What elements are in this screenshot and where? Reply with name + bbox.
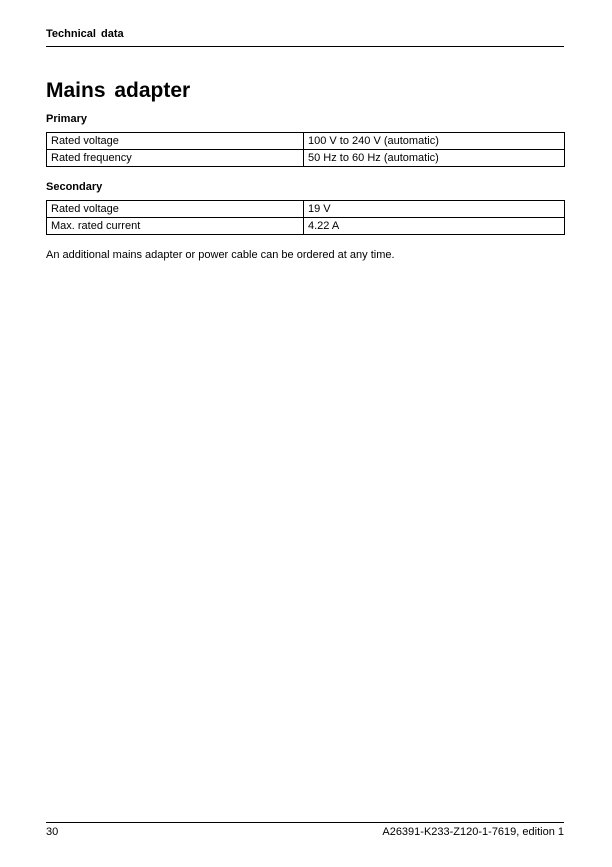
primary-heading: Primary [46,113,87,125]
spec-label: Rated voltage [47,133,304,150]
table-row [47,201,565,218]
page-number: 30 [46,826,59,838]
running-header: Technical data [46,28,124,40]
page-title: Mains adapter [46,79,191,102]
secondary-spec-table [46,200,565,235]
table-row [47,218,565,235]
ordering-note: An additional mains adapter or power cable can be ordered at any time. [46,249,395,261]
spec-value: 19 V [304,201,565,218]
secondary-heading: Secondary [46,181,103,193]
spec-label: Max. rated current [47,218,304,235]
table-row [47,150,565,167]
table-row [47,133,565,150]
header-divider [46,46,564,47]
spec-label: Rated voltage [47,201,304,218]
spec-value: 4.22 A [304,218,565,235]
spec-value: 50 Hz to 60 Hz (automatic) [304,150,565,167]
footer-divider [46,822,564,823]
primary-spec-table [46,132,565,167]
spec-label: Rated frequency [47,150,304,167]
document-id: A26391-K233-Z120-1-7619, edition 1 [382,826,564,838]
spec-value: 100 V to 240 V (automatic) [304,133,565,150]
